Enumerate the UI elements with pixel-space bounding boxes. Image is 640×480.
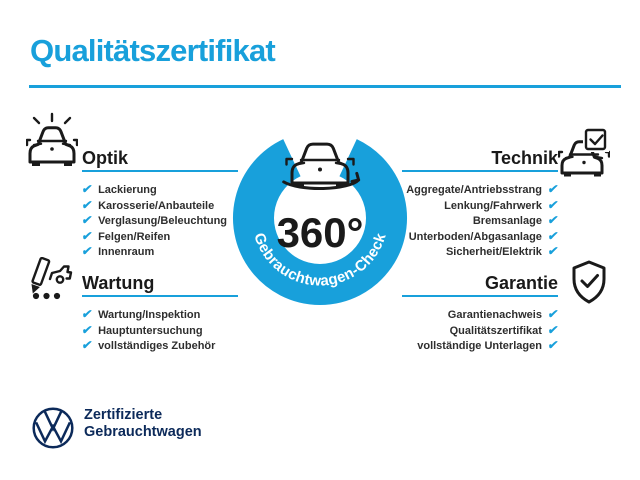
badge-ring-label: Gebrauchtwagen-Check <box>250 230 390 290</box>
car-360-rotation-icon <box>284 144 359 188</box>
check-icon: ✔ <box>80 197 94 212</box>
section-item-list <box>402 307 558 354</box>
check-item <box>402 229 558 245</box>
check-icon: ✔ <box>546 338 560 353</box>
check-item <box>402 198 558 214</box>
check-item <box>82 213 238 229</box>
section-divider <box>402 170 558 172</box>
check-icon: ✔ <box>546 228 560 243</box>
check-icon: ✔ <box>546 213 560 228</box>
check-icon: ✔ <box>80 213 94 228</box>
check-item <box>82 182 238 198</box>
section-heading: Technik <box>491 148 558 168</box>
check-icon: ✔ <box>80 244 94 259</box>
check-item-label: Qualitätszertifikat <box>449 324 542 337</box>
check-icon: ✔ <box>80 228 94 243</box>
check-item-label: Lenkung/Fahrwerk <box>444 199 542 212</box>
check-icon: ✔ <box>546 322 560 337</box>
check-item <box>402 307 558 323</box>
check-item <box>402 338 558 354</box>
check-item <box>82 229 238 245</box>
section-item-list <box>402 182 558 260</box>
check-icon: ✔ <box>80 307 94 321</box>
check-icon: ✔ <box>546 197 560 212</box>
section-heading: Wartung <box>82 273 155 293</box>
check-item-label: Verglasung/Beleuchtung <box>98 215 228 228</box>
check-item-label: Sicherheit/Elektrik <box>445 246 542 259</box>
footer-line2: Gebrauchtwagen <box>84 423 202 440</box>
check-item <box>82 244 238 260</box>
title-divider <box>29 85 621 88</box>
check-item <box>402 323 558 339</box>
section-wartung <box>82 274 238 354</box>
check-item <box>82 323 238 339</box>
check-item-label: Bremsanlage <box>472 215 542 228</box>
check-item-label: Garantienachweis <box>447 309 542 321</box>
check-item-label: Wartung/Inspektion <box>98 309 201 321</box>
check-item-label: Lackierung <box>98 184 157 196</box>
section-optik <box>82 149 238 260</box>
check-icon: ✔ <box>80 182 94 196</box>
check-item-label: Felgen/Reifen <box>98 230 171 243</box>
check-item-label: Unterboden/Abgasanlage <box>408 230 542 243</box>
car-shine-icon <box>26 112 78 174</box>
section-divider <box>82 295 238 297</box>
shield-check-icon <box>571 260 607 306</box>
check-icon: ✔ <box>546 244 560 259</box>
car-check-icon <box>558 127 610 179</box>
check-icon: ✔ <box>546 182 560 196</box>
check-item-label: Hauptuntersuchung <box>98 324 203 337</box>
check-item <box>82 307 238 323</box>
section-item-list <box>82 307 238 354</box>
section-heading: Optik <box>82 148 129 168</box>
section-item-list <box>82 182 238 260</box>
check-item-label: Innenraum <box>98 246 155 259</box>
check-icon: ✔ <box>80 338 94 353</box>
360-badge <box>225 105 415 320</box>
check-item-label: Karosserie/Anbauteile <box>98 199 215 212</box>
section-divider <box>82 170 238 172</box>
check-icon: ✔ <box>80 322 94 337</box>
page-title: Qualitätszertifikat <box>30 33 275 68</box>
check-item-label: vollständiges Zubehör <box>98 340 216 353</box>
check-item-label: Aggregate/Antriebsstrang <box>406 184 542 196</box>
check-item <box>402 182 558 198</box>
pencil-checklist-icon <box>27 257 73 301</box>
section-divider <box>402 295 558 297</box>
section-technik <box>402 149 558 260</box>
check-item-label: vollständige Unterlagen <box>417 340 542 353</box>
check-item <box>82 198 238 214</box>
footer-brand-text <box>84 407 202 440</box>
footer-line1: Zertifizierte <box>84 407 163 423</box>
vw-logo <box>31 406 75 450</box>
section-heading: Garantie <box>484 273 558 293</box>
check-item <box>402 213 558 229</box>
check-item <box>82 338 238 354</box>
check-icon: ✔ <box>546 307 560 321</box>
badge-center-label: 360° <box>276 209 364 256</box>
section-garantie <box>402 274 558 354</box>
check-item <box>402 244 558 260</box>
